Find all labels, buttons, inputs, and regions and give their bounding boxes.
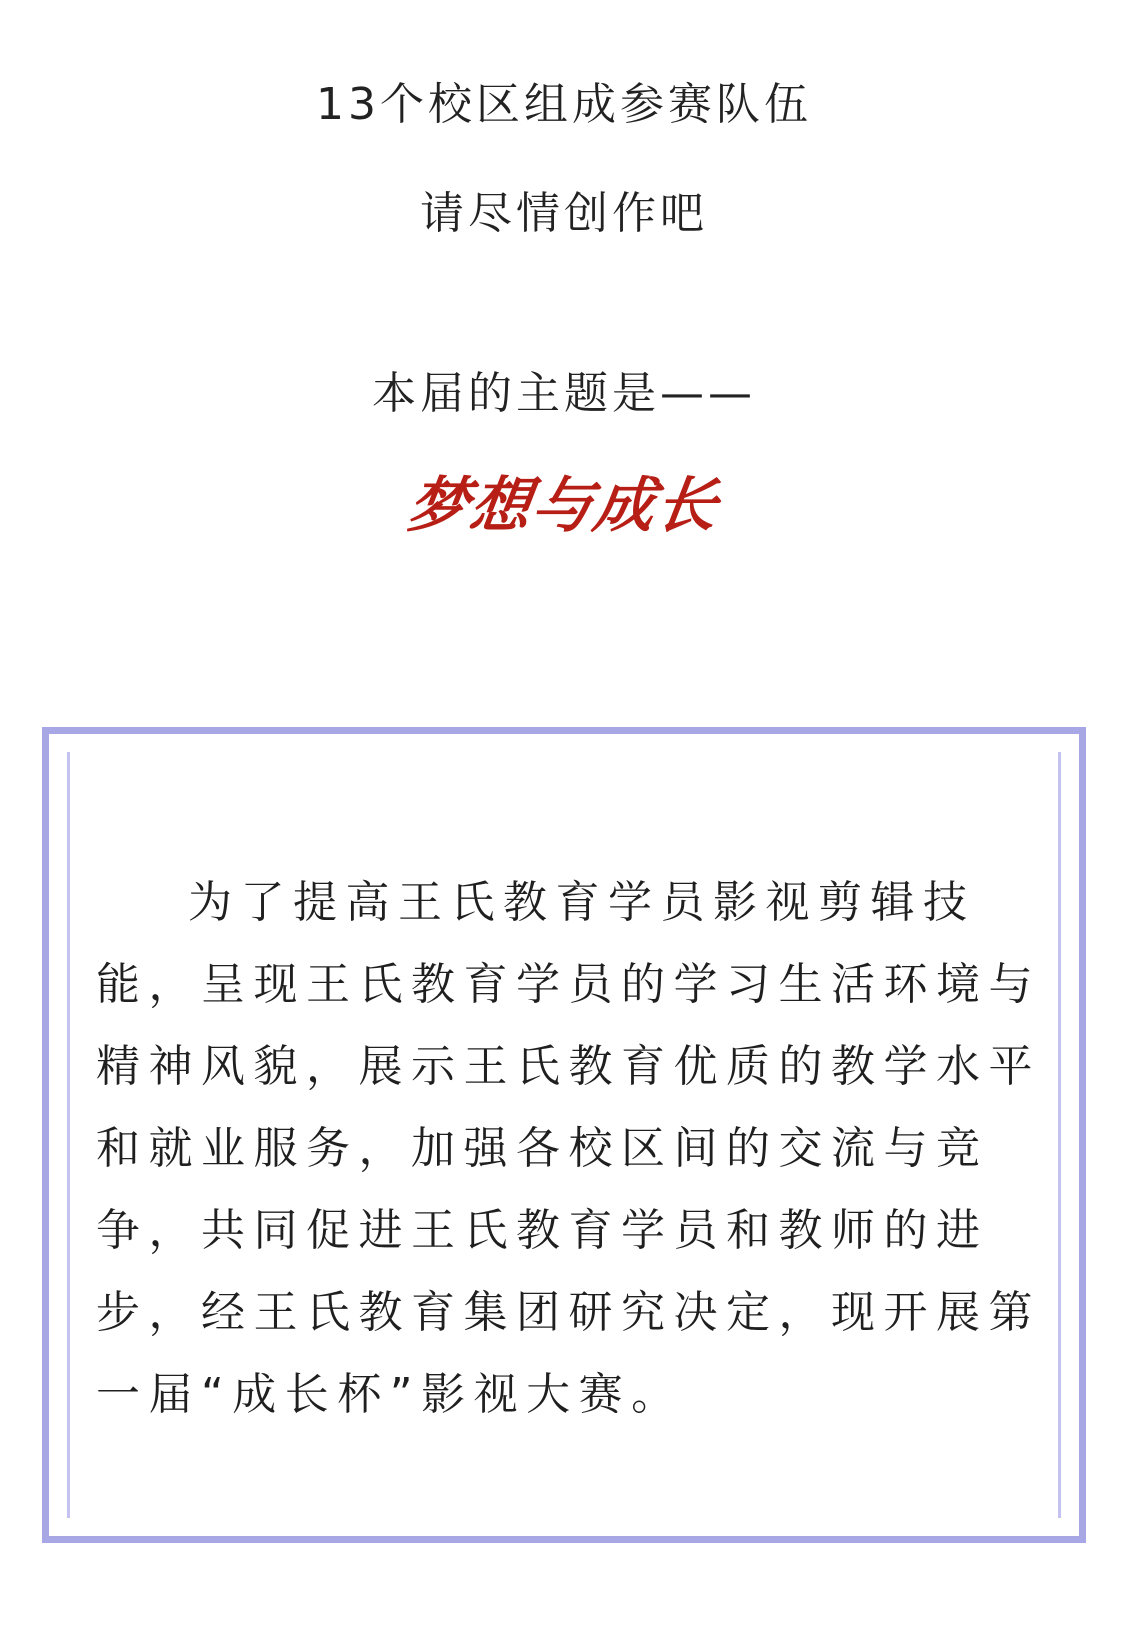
paragraph-line: 一届“成长杯”影视大赛。 — [96, 1369, 684, 1420]
paragraph-line: 和就业服务，加强各校区间的交流与竞 — [96, 1123, 989, 1174]
paragraph-line: 能，呈现王氏教育学员的学习生活环境与 — [96, 959, 1041, 1010]
announcement-paragraph — [96, 862, 1041, 1436]
paragraph-line: 步，经王氏教育集团研究决定，现开展第 — [96, 1287, 1041, 1338]
paragraph-line: 争，共同促进王氏教育学员和教师的进 — [96, 1205, 989, 1256]
paragraph-line: 精神风貌，展示王氏教育优质的教学水平 — [96, 1041, 1041, 1092]
intro-line-create: 请尽情创作吧 — [420, 188, 708, 239]
theme-title: 梦想与成长 — [403, 471, 724, 541]
theme-label: 本届的主题是—— — [372, 368, 756, 419]
paragraph-line: 为了提高王氏教育学员影视剪辑技 — [188, 877, 976, 928]
intro-line-teams: 13个校区组成参赛队伍 — [316, 79, 812, 130]
